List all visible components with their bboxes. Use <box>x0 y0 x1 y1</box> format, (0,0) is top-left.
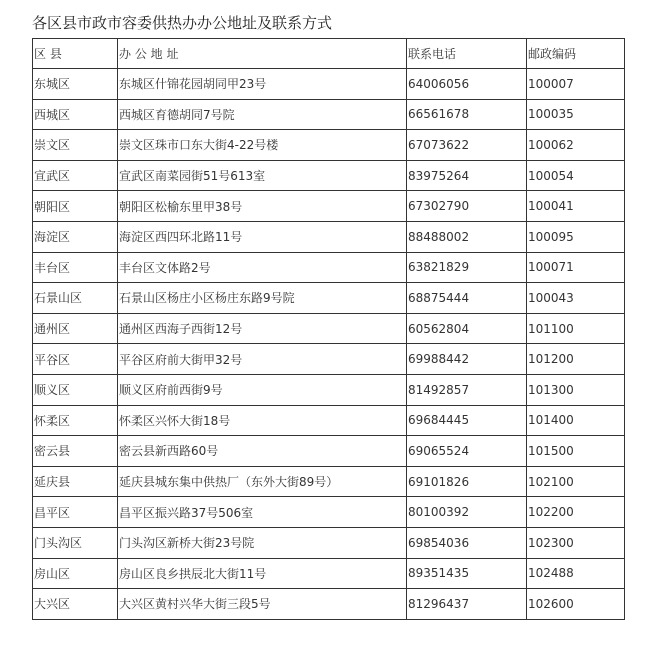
cell-phone: 69065524 <box>407 436 527 467</box>
cell-postcode: 100041 <box>527 191 625 222</box>
cell-address: 丰台区文体路2号 <box>118 252 407 283</box>
cell-address: 平谷区府前大街甲32号 <box>118 344 407 375</box>
cell-address: 延庆县城东集中供热厂（东外大街89号） <box>118 466 407 497</box>
table-row <box>33 69 625 100</box>
cell-postcode: 102200 <box>527 497 625 528</box>
cell-postcode: 101400 <box>527 405 625 436</box>
cell-phone: 88488002 <box>407 221 527 252</box>
cell-address: 通州区西海子西街12号 <box>118 313 407 344</box>
cell-phone: 69684445 <box>407 405 527 436</box>
cell-address: 朝阳区松榆东里甲38号 <box>118 191 407 222</box>
cell-phone: 67302790 <box>407 191 527 222</box>
table-row <box>33 221 625 252</box>
header-address: 办 公 地 址 <box>118 39 407 69</box>
cell-district: 延庆县 <box>33 466 118 497</box>
cell-district: 昌平区 <box>33 497 118 528</box>
cell-address: 顺义区府前西街9号 <box>118 374 407 405</box>
cell-address: 房山区良乡拱辰北大街11号 <box>118 558 407 589</box>
cell-district: 朝阳区 <box>33 191 118 222</box>
cell-postcode: 101500 <box>527 436 625 467</box>
cell-postcode: 100043 <box>527 283 625 314</box>
cell-district: 西城区 <box>33 99 118 130</box>
header-phone: 联系电话 <box>407 39 527 69</box>
cell-address: 西城区育德胡同7号院 <box>118 99 407 130</box>
table-row <box>33 436 625 467</box>
cell-district: 大兴区 <box>33 589 118 620</box>
cell-postcode: 102488 <box>527 558 625 589</box>
cell-address: 大兴区黄村兴华大街三段5号 <box>118 589 407 620</box>
table-row <box>33 589 625 620</box>
cell-district: 海淀区 <box>33 221 118 252</box>
cell-district: 东城区 <box>33 69 118 100</box>
cell-district: 房山区 <box>33 558 118 589</box>
cell-district: 丰台区 <box>33 252 118 283</box>
cell-phone: 80100392 <box>407 497 527 528</box>
cell-address: 怀柔区兴怀大街18号 <box>118 405 407 436</box>
cell-postcode: 100095 <box>527 221 625 252</box>
header-postcode: 邮政编码 <box>527 39 625 69</box>
table-row <box>33 527 625 558</box>
table-row <box>33 191 625 222</box>
table-header-row <box>33 39 625 69</box>
cell-address: 宣武区南菜园街51号613室 <box>118 160 407 191</box>
cell-address: 崇文区珠市口东大街4-22号楼 <box>118 130 407 161</box>
cell-postcode: 100071 <box>527 252 625 283</box>
cell-district: 石景山区 <box>33 283 118 314</box>
table-row <box>33 558 625 589</box>
cell-district: 门头沟区 <box>33 527 118 558</box>
cell-phone: 66561678 <box>407 99 527 130</box>
cell-phone: 63821829 <box>407 252 527 283</box>
cell-phone: 64006056 <box>407 69 527 100</box>
cell-postcode: 101100 <box>527 313 625 344</box>
cell-phone: 69988442 <box>407 344 527 375</box>
table-row <box>33 466 625 497</box>
cell-address: 海淀区西四环北路11号 <box>118 221 407 252</box>
cell-address: 密云县新西路60号 <box>118 436 407 467</box>
cell-district: 平谷区 <box>33 344 118 375</box>
header-district: 区 县 <box>33 39 118 69</box>
table-row <box>33 497 625 528</box>
cell-district: 怀柔区 <box>33 405 118 436</box>
cell-phone: 81492857 <box>407 374 527 405</box>
table-row <box>33 344 625 375</box>
cell-address: 昌平区振兴路37号506室 <box>118 497 407 528</box>
table-body <box>33 69 625 620</box>
table-row <box>33 99 625 130</box>
cell-postcode: 100035 <box>527 99 625 130</box>
cell-district: 密云县 <box>33 436 118 467</box>
cell-address: 东城区什锦花园胡同甲23号 <box>118 69 407 100</box>
contact-table <box>32 38 625 620</box>
cell-postcode: 100007 <box>527 69 625 100</box>
cell-district: 通州区 <box>33 313 118 344</box>
cell-postcode: 102100 <box>527 466 625 497</box>
cell-postcode: 102600 <box>527 589 625 620</box>
cell-phone: 67073622 <box>407 130 527 161</box>
cell-phone: 60562804 <box>407 313 527 344</box>
cell-phone: 81296437 <box>407 589 527 620</box>
cell-district: 宣武区 <box>33 160 118 191</box>
table-row <box>33 160 625 191</box>
cell-district: 崇文区 <box>33 130 118 161</box>
cell-address: 石景山区杨庄小区杨庄东路9号院 <box>118 283 407 314</box>
cell-phone: 68875444 <box>407 283 527 314</box>
cell-postcode: 100062 <box>527 130 625 161</box>
table-row <box>33 252 625 283</box>
table-row <box>33 313 625 344</box>
table-row <box>33 374 625 405</box>
cell-postcode: 100054 <box>527 160 625 191</box>
cell-district: 顺义区 <box>33 374 118 405</box>
cell-phone: 69101826 <box>407 466 527 497</box>
cell-address: 门头沟区新桥大街23号院 <box>118 527 407 558</box>
cell-phone: 69854036 <box>407 527 527 558</box>
cell-phone: 83975264 <box>407 160 527 191</box>
table-row <box>33 283 625 314</box>
document-title: 各区县市政市容委供热办办公地址及联系方式 <box>32 14 333 32</box>
cell-postcode: 101200 <box>527 344 625 375</box>
table-row <box>33 405 625 436</box>
cell-postcode: 102300 <box>527 527 625 558</box>
cell-postcode: 101300 <box>527 374 625 405</box>
cell-phone: 89351435 <box>407 558 527 589</box>
table-row <box>33 130 625 161</box>
